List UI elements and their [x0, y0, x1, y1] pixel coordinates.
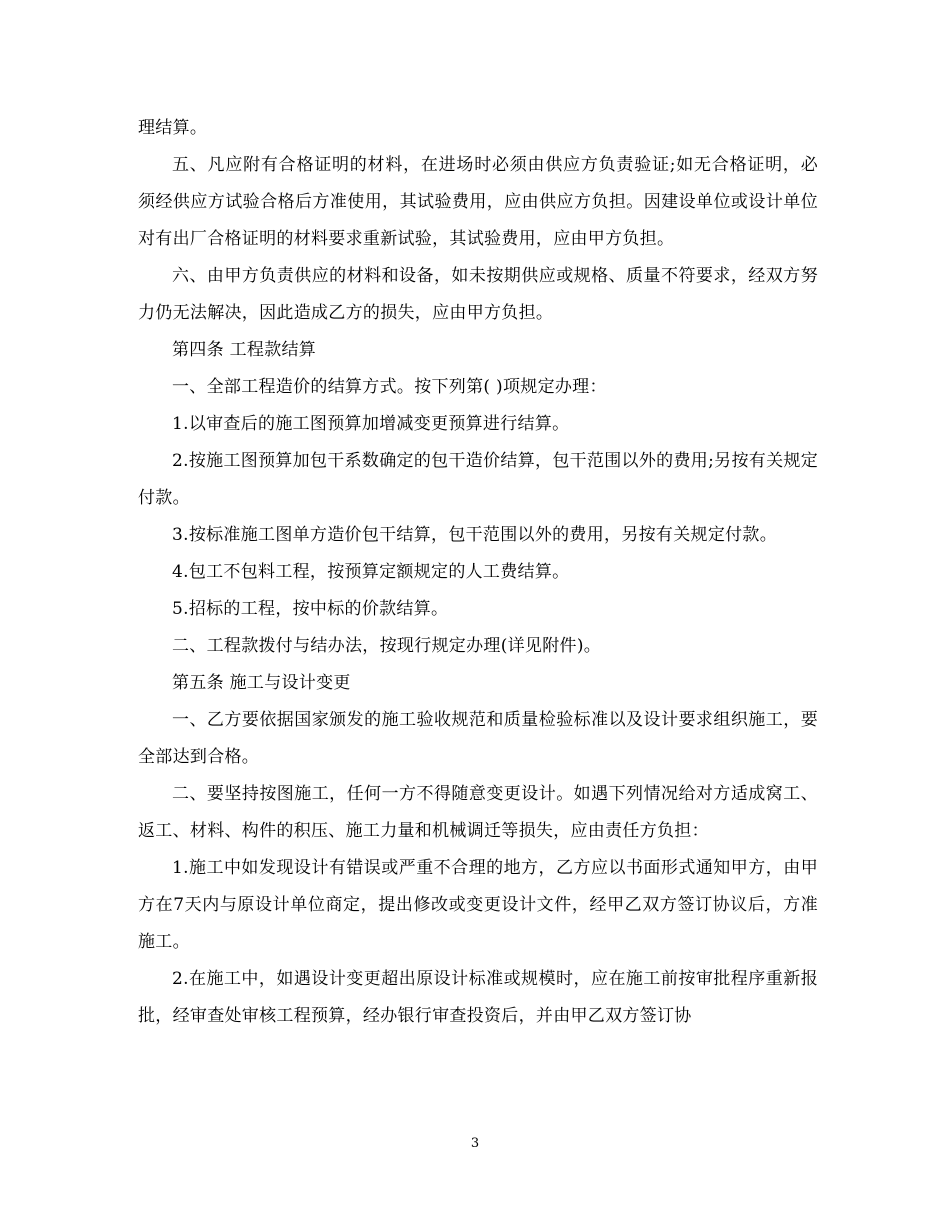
- paragraph-1: 理结算。: [138, 118, 208, 138]
- paragraph-14: 二、要坚持按图施工，任何一方不得随意变更设计。如遇下列情况给对方适成窝工、返工、材料、构件的积压、施工力量和机械调迁等损失，应由责任方负担：: [138, 784, 818, 841]
- list-item-1: 1.以审查后的施工图预算加增减变更预算进行结算。: [172, 414, 570, 434]
- list-item-3: 3.按标准施工图单方造价包干结算，包干范围以外的费用，另按有关规定付款。: [172, 525, 778, 545]
- section-heading-article-4: 第四条 工程款结算: [172, 340, 317, 360]
- paragraph-11: 二、工程款拨付与结办法，按现行规定办理(详见附件)。: [172, 636, 602, 656]
- section-heading-article-5: 第五条 施工与设计变更: [172, 673, 351, 693]
- paragraph-5: 一、全部工程造价的结算方式。按下列第( )项规定办理：: [172, 377, 607, 397]
- paragraph-2: 五、凡应附有合格证明的材料，在进场时必须由供应方负责验证;如无合格证明，必须经供应方试验合格后方准使用，其试验费用，应由供应方负担。因建设单位或设计单位对有出厂合格证明的材料要求重新试验，其试验费用，应由甲方负担。: [138, 155, 818, 249]
- list-item-4: 4.包工不包料工程，按预算定额规定的人工费结算。: [172, 562, 570, 582]
- list-item-6: 1.施工中如发现设计有错误或严重不合理的地方，乙方应以书面形式通知甲方，由甲方在7天内与原设计单位商定，提出修改或变更设计文件，经甲乙双方签订协议后，方准施工。: [138, 858, 818, 952]
- list-item-2: 2.按施工图预算加包干系数确定的包干造价结算，包干范围以外的费用;另按有关规定付款。: [138, 451, 818, 508]
- paragraph-13: 一、乙方要依据国家颁发的施工验收规范和质量检验标准以及设计要求组织施工，要全部达到合格。: [138, 710, 818, 767]
- paragraph-3: 六、由甲方负责供应的材料和设备，如未按期供应或规格、质量不符要求，经双方努力仍无法解决，因此造成乙方的损失，应由甲方负担。: [138, 266, 818, 323]
- list-item-5: 5.招标的工程，按中标的价款结算。: [172, 599, 449, 619]
- page-number: 3: [470, 1136, 480, 1151]
- list-item-7: 2.在施工中，如遇设计变更超出原设计标准或规模时，应在施工前按审批程序重新报批，经审查处审核工程预算，经办银行审查投资后，并由甲乙双方签订协: [138, 969, 818, 1026]
- document-body: [138, 110, 818, 1035]
